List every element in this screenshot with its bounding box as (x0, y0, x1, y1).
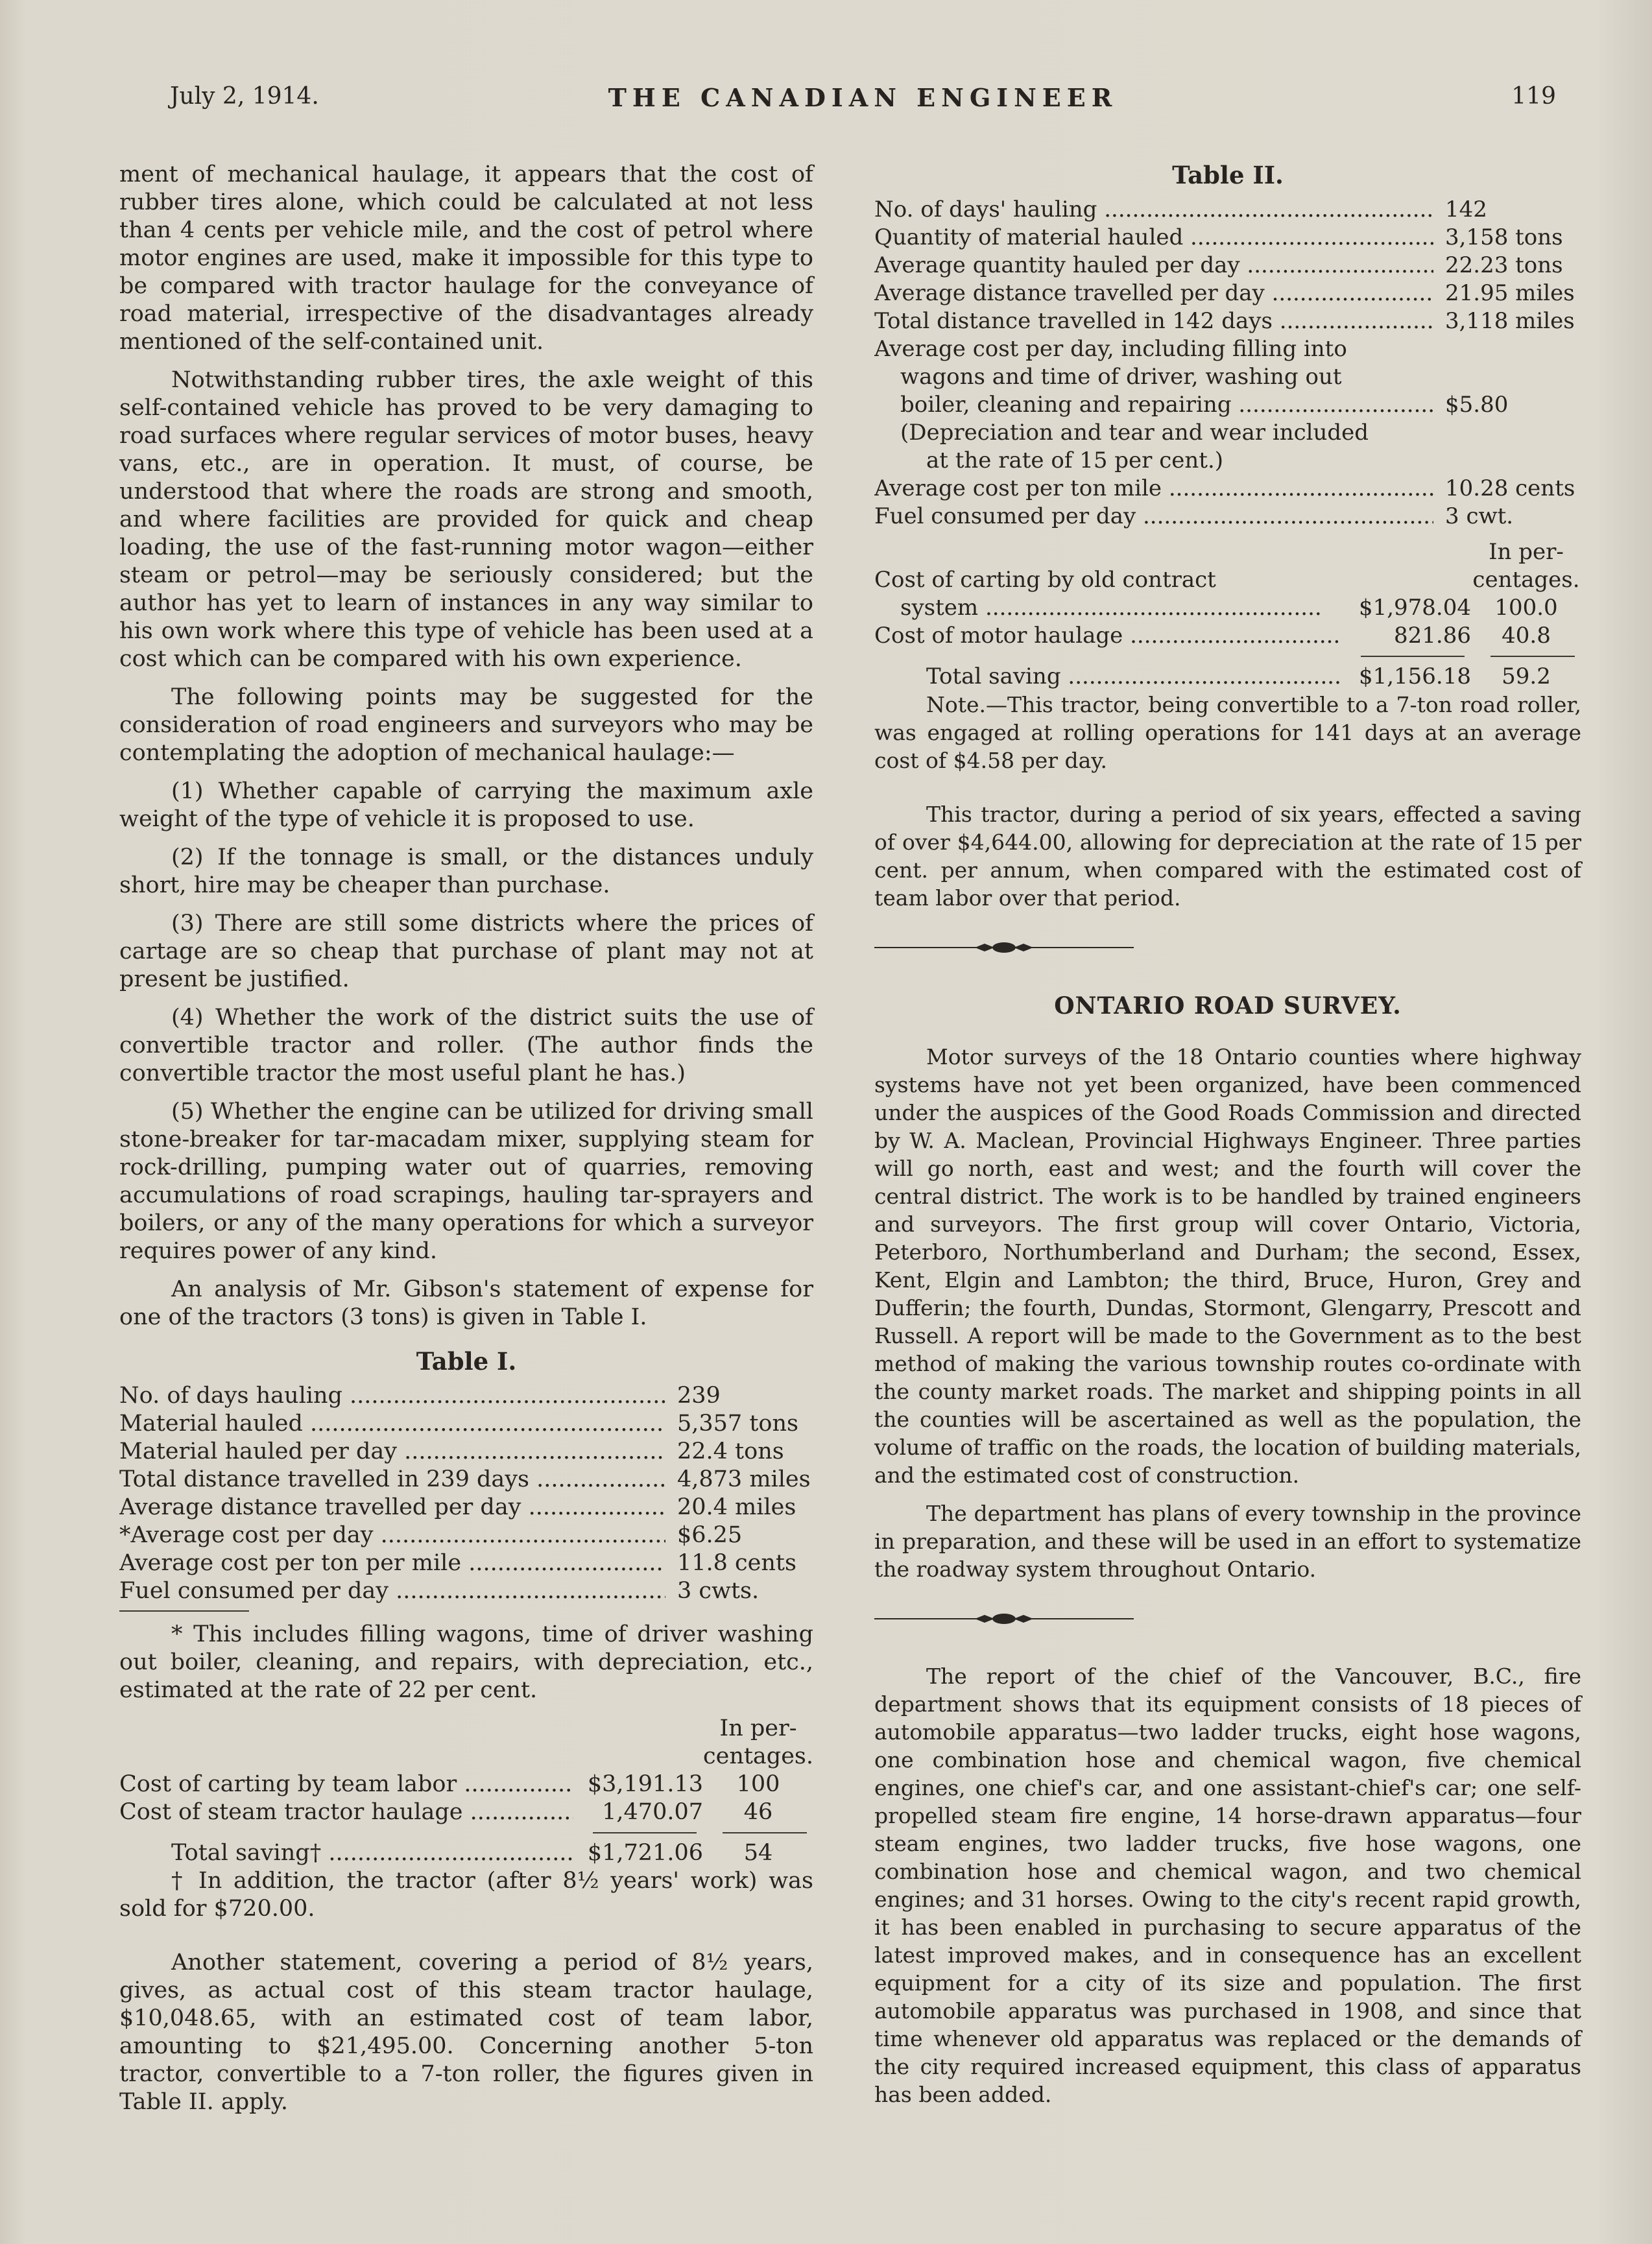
row-value: 3 cwts. (677, 1578, 760, 1604)
table-1 (119, 1347, 813, 1923)
ornament-divider (874, 938, 1134, 957)
pct-header-1: In per- (719, 1715, 797, 1741)
row-label: at the rate of 15 per cent.) (926, 448, 1224, 473)
total-pct: 54 (743, 1840, 773, 1866)
row-label: Average distance travelled per day ..... (874, 280, 1433, 307)
table-row (874, 307, 1581, 335)
row-label: boiler, cleaning and repairing ..... (874, 391, 1433, 419)
row-value: 142 (1445, 197, 1487, 222)
pct-header-2: centages. (703, 1743, 813, 1769)
row-value: 5,357 tons (677, 1411, 798, 1437)
row-value: 20.4 miles (677, 1494, 796, 1520)
table-row (874, 335, 1581, 363)
cost-label: Cost of carting by old contract (874, 567, 1216, 593)
total-pct: 59.2 (1502, 663, 1551, 689)
row-value: 10.28 cents (1445, 475, 1575, 501)
section-title: ONTARIO ROAD SURVEY. (1054, 992, 1402, 1020)
cost-pct: 100.0 (1494, 595, 1558, 621)
cost-row (874, 566, 1581, 594)
paragraph: This tractor, during a period of six years, effected a saving of over $4,644.00, allowing for depreciation at the rate of 15 per cent. per annum, when compared with the estimated cost of team labor over that period. (874, 802, 1581, 911)
footnote: * This includes filling wagons, time of driver washing out boiler, cleaning, and repairs, with depreciation, etc., estimated at the rate of 22 per cent. (119, 1621, 813, 1703)
cost-amount: 1,470.07 (602, 1799, 703, 1825)
table-row (874, 419, 1581, 447)
row-label: Average quantity hauled per day ..... (874, 252, 1433, 280)
page-header (170, 83, 1556, 122)
cost-pct: 40.8 (1502, 623, 1551, 649)
cost-row (874, 594, 1581, 622)
cost-pct: 100 (736, 1771, 780, 1797)
table-2 (874, 161, 1581, 774)
paragraph: An analysis of Mr. Gibson's statement of expense for one of the tractors (3 tons) is given in Table I. (119, 1276, 813, 1330)
total-amount: $1,721.06 (587, 1840, 703, 1866)
table-row (874, 280, 1581, 307)
paragraph: Motor surveys of the 18 Ontario counties where highway systems have not yet been organized, have been commenced under the auspices of the Good Roads Commission and directed by W. A. Maclean, Provincial Highways Engineer. Three parties will go north, east and west; and the fourth will cover the central district. The work is to be handled by trained engineers and surveyors. The first group will cover Ontario, Victoria, Peterboro, Northumberland and Durham; the second, Essex, Kent, Elgin and Lambton; the third, Bruce, Huron, Grey and Dufferin; the fourth, Dundas, Stormont, Glengarry, Prescott and Russell. A report will be made to the Government as to the best method of making the various township routes co-ordinate with the county market roads. The market and shipping points in all the counties will be ascertained as well as the population, the volume of traffic on the roads, the location of building materials, and the estimated cost of construction. (874, 1044, 1581, 1488)
row-label: Fuel consumed per day ..... (119, 1577, 665, 1605)
pct-header-1: In per- (1489, 539, 1564, 565)
cost-label: system ..... (874, 594, 1341, 622)
table-row (874, 447, 1581, 475)
row-label: No. of days' hauling ..... (874, 196, 1433, 224)
cost-row (119, 1771, 813, 1798)
pct-header-2: centages. (1472, 567, 1580, 593)
page-number: 119 (1511, 83, 1556, 110)
total-row (874, 663, 1581, 691)
journal-title: THE CANADIAN ENGINEER (608, 83, 1118, 112)
row-value: $6.25 (677, 1522, 743, 1548)
cost-label: Cost of steam tractor haulage ..... (119, 1798, 573, 1826)
table-row (119, 1382, 813, 1410)
row-label: Total distance travelled in 142 days ..... (874, 307, 1433, 335)
table-row (119, 1466, 813, 1494)
cost-label: Cost of carting by team labor ..... (119, 1771, 573, 1798)
table-row (119, 1549, 813, 1577)
pct-header (874, 538, 1581, 566)
row-value: 4,873 miles (677, 1466, 811, 1492)
cost-amount: $1,978.04 (1358, 595, 1471, 621)
cost-row (119, 1798, 813, 1826)
total-label: Total saving† ..... (119, 1839, 573, 1867)
paragraph: The report of the chief of the Vancouver, B.C., fire department shows that its equipment consists of 18 pieces of automobile apparatus—two ladder trucks, eight hose wagons, one combination hose and chemical wagon, five chemical engines, one chief's car, and one assistant-chief's car; one self-propelled steam fire engine, 14 horse-drawn apparatus—four steam engines, two ladder trucks, five hose wagons, one combination hose and chemical wagon, and two chemical engines; and 31 horses. Owing to the city's recent rapid growth, it has been enabled in purchasing to secure apparatus of the latest improved makes, and in consequence has an excellent equipment for a city of its size and population. The first automobile apparatus was purchased in 1908, and since that time whenever old apparatus was replaced or the demands of the city required increased equipment, this class of apparatus has been added. (874, 1664, 1581, 2107)
row-value: 3 cwt. (1445, 503, 1514, 529)
table-row (874, 391, 1581, 419)
table-row (119, 1577, 813, 1605)
row-value: 22.23 tons (1445, 252, 1563, 278)
row-value: 11.8 cents (677, 1550, 796, 1576)
table-row (874, 363, 1581, 391)
row-label: Average cost per ton per mile ..... (119, 1549, 665, 1577)
left-column (119, 161, 813, 2127)
table-row (119, 1522, 813, 1549)
cost-amount: $3,191.13 (587, 1771, 703, 1797)
total-amount: $1,156.18 (1358, 663, 1471, 689)
table-note: Note.—This tractor, being convertible to a 7-ton road roller, was engaged at rolling operations for 141 days at an average cost of $4.58 per day. (874, 692, 1581, 773)
footnote-rule (119, 1610, 249, 1612)
table-row (119, 1410, 813, 1438)
pct-header (119, 1715, 813, 1743)
row-label: No. of days hauling ..... (119, 1382, 665, 1410)
right-column (874, 161, 1581, 2119)
row-value: 21.95 miles (1445, 280, 1575, 306)
table-row (874, 252, 1581, 280)
table-row (119, 1494, 813, 1522)
sum-rule (119, 1826, 813, 1839)
table-row (874, 503, 1581, 531)
ornament-divider (874, 1609, 1134, 1629)
row-label: Quantity of material hauled ..... (874, 224, 1433, 252)
row-label: Fuel consumed per day ..... (874, 503, 1433, 531)
cost-amount: 821.86 (1394, 623, 1471, 649)
row-value: 3,118 miles (1445, 308, 1575, 334)
row-value: $5.80 (1445, 392, 1509, 418)
table-row (874, 196, 1581, 224)
table-row (119, 1438, 813, 1466)
table-row (874, 475, 1581, 503)
dagger-note: † In addition, the tractor (after 8½ years' work) was sold for $720.00. (119, 1868, 813, 1922)
list-item: (5) Whether the engine can be utilized for driving small stone-breaker for tar-macadam mixer, supplying steam for rock-drilling, pumping water out of quarries, removing accumulations of road scrapings, hauling tar-sprayers and boilers, or any of the many operations for which a surveyor requires power of any kind. (119, 1099, 813, 1264)
row-label: *Average cost per day ..... (119, 1522, 665, 1549)
paragraph: Notwithstanding rubber tires, the axle weight of this self-contained vehicle has proved to be very damaging to road surfaces where regular services of motor buses, heavy vans, etc., are in operation. It must, of course, be understood that where the roads are strong and smooth, and where facilities are provided for quick and cheap loading, the use of the fast-running motor wagon—either steam or petrol—may be seriously considered; but the author has yet to learn of instances in any way similar to his own work where this type of vehicle has been used at a cost which can be compared with his own experience. (119, 367, 813, 672)
table-title: Table II. (1172, 161, 1284, 189)
paragraph: The department has plans of every township in the province in preparation, and these will be used in an effort to systematize the roadway system throughout Ontario. (874, 1501, 1581, 1582)
table-row (874, 224, 1581, 252)
list-item: (1) Whether capable of carrying the maximum axle weight of the type of vehicle it is proposed to use. (119, 778, 813, 832)
paragraph: ment of mechanical haulage, it appears that the cost of rubber tires alone, which could be calculated at not less than 4 cents per vehicle mile, and the cost of petrol where motor engines are used, make it impossible for this type to be compared with tractor haulage for the conveyance of road material, irrespective of the disadvantages already mentioned of the self-contained unit. (119, 161, 813, 355)
paragraph: The following points may be suggested for the consideration of road engineers and surveyors who may be contemplating the adoption of mechanical haulage:— (119, 684, 813, 766)
row-label: Total distance travelled in 239 days ..... (119, 1466, 665, 1494)
row-value: 239 (677, 1383, 721, 1409)
list-item: (4) Whether the work of the district suits the use of convertible tractor and roller. (The author finds the convertible tractor the most useful plant he has.) (119, 1005, 813, 1086)
row-label: (Depreciation and tear and wear included (900, 420, 1369, 446)
row-value: 3,158 tons (1445, 224, 1563, 250)
issue-date: July 2, 1914. (170, 83, 319, 110)
list-item: (3) There are still some districts where the prices of cartage are so cheap that purchase of plant may not at present be justified. (119, 911, 813, 992)
row-label: Material hauled per day ..... (119, 1438, 665, 1466)
row-label: Material hauled ..... (119, 1410, 665, 1438)
row-label: wagons and time of driver, washing out (900, 364, 1342, 390)
table-title: Table I. (416, 1347, 517, 1376)
sum-rule (874, 650, 1581, 663)
pct-header (119, 1743, 813, 1771)
cost-pct: 46 (743, 1799, 773, 1825)
list-item: (2) If the tonnage is small, or the distances unduly short, hire may be cheaper than purchase. (119, 844, 813, 898)
row-label: Average cost per ton mile ..... (874, 475, 1433, 503)
row-label: Average cost per day, including filling into (874, 336, 1347, 362)
total-row (119, 1839, 813, 1867)
cost-label: Cost of motor haulage ..... (874, 622, 1341, 650)
paragraph: Another statement, covering a period of 8½ years, gives, as actual cost of this steam tractor haulage, $10,048.65, with an estimated cost of team labor, amounting to $21,495.00. Concerning another 5-ton tractor, convertible to a 7-ton roller, the figures given in Table II. apply. (119, 1950, 813, 2115)
row-value: 22.4 tons (677, 1438, 784, 1464)
row-label: Average distance travelled per day ..... (119, 1494, 665, 1522)
total-label: Total saving ..... (874, 663, 1341, 691)
cost-row (874, 622, 1581, 650)
